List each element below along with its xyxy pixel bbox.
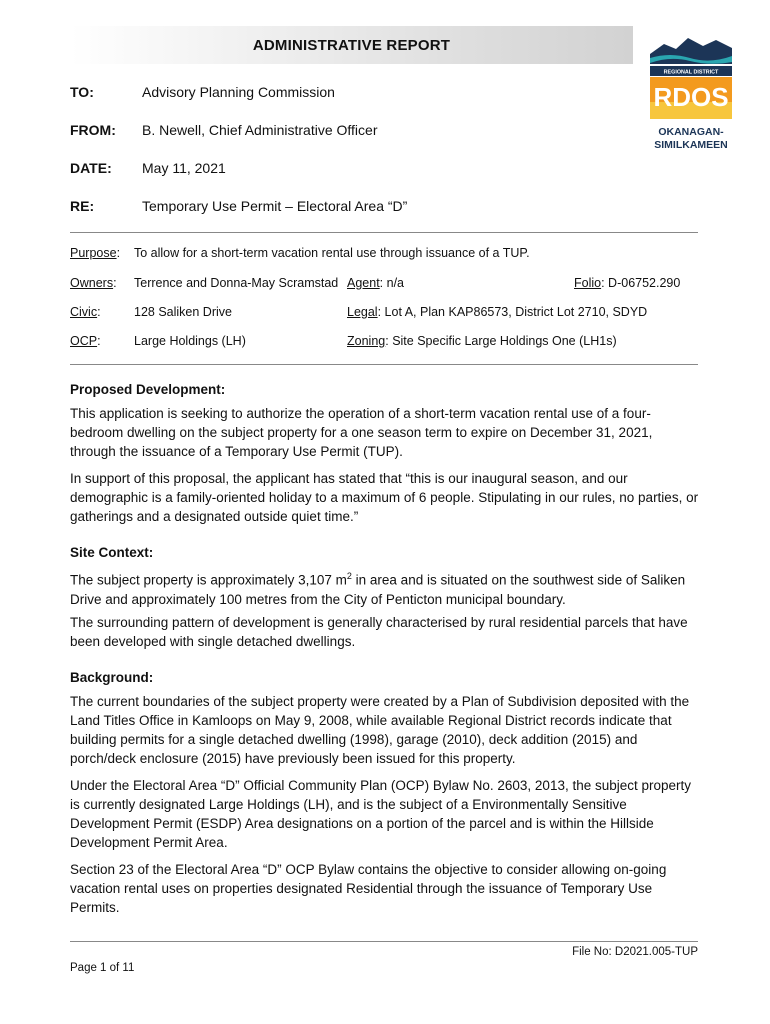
file-number: File No: D2021.005-TUP	[572, 946, 698, 958]
purpose-value: To allow for a short-term vacation rental use through issuance of a TUP.	[134, 246, 530, 260]
background-paragraph-3: Section 23 of the Electoral Area “D” OCP Bylaw contains the objective to consider allowing on-going vacation rental uses on properties designated Residential through the issuance of Temporary Use Permits.	[70, 862, 667, 915]
rdos-logo	[648, 32, 734, 154]
folio-field: Folio: D-06752.290	[574, 276, 681, 290]
logo-name-line2: SIMILKAMEEN	[654, 139, 728, 151]
legal-label: Legal	[347, 305, 378, 319]
page-number: Page 1 of 11	[70, 962, 135, 974]
proposed-paragraph-1: This application is seeking to authorize the operation of a short-term vacation rental use of a four-bedroom dwelling on the subject property for a one season term to expire on December 31, 2021, through the issuance of a Temporary Use Permit (TUP).	[70, 406, 653, 459]
ocp-label: OCP	[70, 334, 98, 348]
date-label: DATE:	[70, 160, 112, 176]
footer-divider	[70, 941, 698, 942]
proposed-paragraph-2: In support of this proposal, the applicant has stated that “this is our inaugural season, and our demographic is a family-oriented holiday to a maximum of 6 people. Stipulating in our rules, no parties, or gatherings and a designated outside quiet time.”	[70, 471, 699, 524]
header-divider	[70, 232, 698, 233]
owners-label-wrap: Owners:	[70, 276, 117, 290]
site-p1-end: in area and is situated on the southwest side of Saliken Drive and approximately 100 metres from the City of Penticton municipal boundary.	[70, 572, 686, 607]
logo-top-label: REGIONAL DISTRICT	[663, 69, 719, 76]
purpose-label: Purpose	[70, 246, 117, 260]
site-paragraph-2: The surrounding pattern of development is generally characterised by rural residential parcels that have been developed with single detached dwellings.	[70, 615, 688, 649]
proposed-heading: Proposed Development:	[70, 382, 226, 397]
re-label: RE:	[70, 198, 95, 214]
purpose-label-wrap: Purpose:	[70, 246, 121, 260]
site-p1-superscript: 2	[346, 571, 352, 581]
ocp-label-wrap: OCP:	[70, 334, 101, 348]
zoning-value: Site Specific Large Holdings One (LH1s)	[392, 334, 617, 348]
site-paragraph-1	[70, 567, 700, 609]
agent-value: n/a	[386, 276, 405, 290]
summary-divider	[70, 364, 698, 365]
folio-value: D-06752.290	[608, 276, 681, 290]
report-title: ADMINISTRATIVE REPORT	[252, 36, 451, 54]
site-heading: Site Context:	[70, 545, 154, 560]
background-heading: Background:	[70, 670, 154, 685]
from-value: B. Newell, Chief Administrative Officer	[142, 122, 378, 138]
civic-label-wrap: Civic:	[70, 305, 101, 319]
ocp-value: Large Holdings (LH)	[134, 334, 246, 348]
agent-field: Agent: n/a	[347, 276, 405, 290]
owners-value: Terrence and Donna-May Scramstad	[134, 276, 339, 290]
folio-label: Folio	[574, 276, 602, 290]
legal-value: Lot A, Plan KAP86573, District Lot 2710, SDYD	[384, 305, 648, 319]
legal-field: Legal: Lot A, Plan KAP86573, District Lot 2710, SDYD	[347, 305, 648, 319]
background-paragraph-1: The current boundaries of the subject property were created by a Plan of Subdivision deposited with the Land Titles Office in Kamloops on May 9, 2008, while available Regional District records indicate that building permits for a single detached dwelling (1998), garage (2010), deck addition (2015) and porch/deck enclosure (2015) have previously been issued for this property.	[70, 694, 690, 766]
to-value: Advisory Planning Commission	[142, 84, 335, 100]
civic-label: Civic	[70, 305, 98, 319]
logo-name-line1: OKANAGAN-	[658, 126, 724, 138]
to-label: TO:	[70, 84, 94, 100]
logo-acronym: RDOS	[653, 82, 729, 112]
site-p1-start: The subject property is approximately 3,107 m	[70, 572, 347, 588]
background-paragraph-2: Under the Electoral Area “D” Official Community Plan (OCP) Bylaw No. 2603, 2013, the subject property is currently designated Large Holdings (LH), and is the subject of a Environmentally Sensitive Development Permit (ESDP) Area designations on a portion of the parcel and is within the Hillside Development Permit Area.	[70, 778, 692, 850]
zoning-field: Zoning: Site Specific Large Holdings One (LH1s)	[347, 334, 617, 348]
rdos-logo-graphic	[648, 32, 734, 154]
from-label: FROM:	[70, 122, 116, 138]
agent-label: Agent	[347, 276, 380, 290]
date-value: May 11, 2021	[142, 160, 226, 176]
re-value: Temporary Use Permit – Electoral Area “D”	[142, 198, 408, 214]
owners-label: Owners	[70, 276, 114, 290]
zoning-label: Zoning	[347, 334, 386, 348]
civic-value: 128 Saliken Drive	[134, 305, 232, 319]
report-title-bar	[70, 26, 633, 64]
